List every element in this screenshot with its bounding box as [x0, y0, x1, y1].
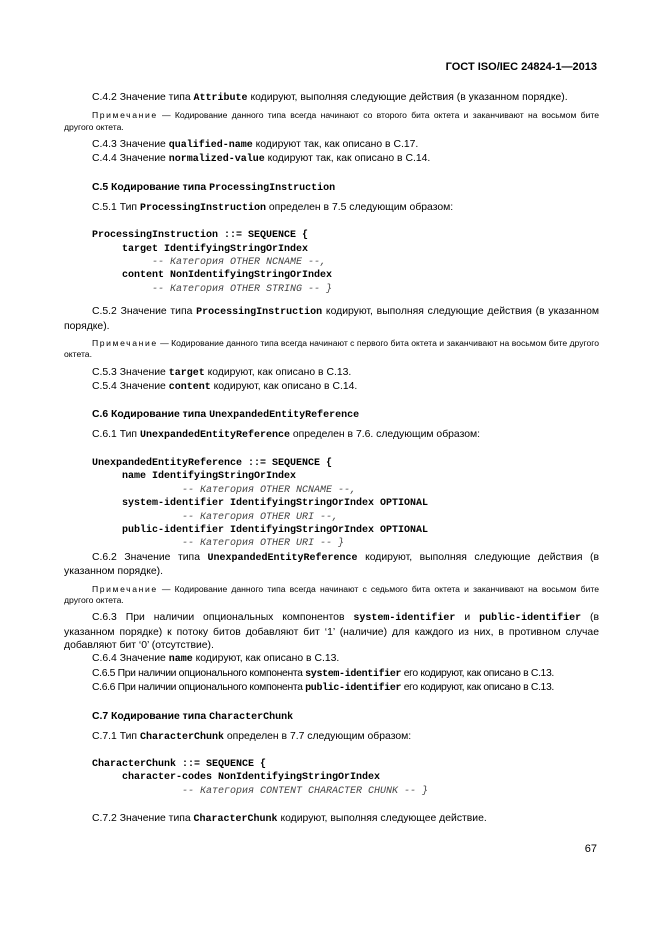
paragraph-c6-6: С.6.6 При наличии опционального компонента public-identifier его кодируют, как описано в С.13. [92, 682, 554, 695]
paragraph-c4-4: С.4.4 Значение normalized-value кодируют так, как описано в С.14. [92, 153, 431, 166]
section-heading-c6: С.6 Кодирование типа UnexpandedEntityReference [92, 409, 360, 422]
code-term: system-identifier [305, 668, 402, 680]
code-term: target [168, 367, 205, 379]
paragraph-c6-1: С.6.1 Тип UnexpandedEntityReference определен в 7.6. следующим образом: [92, 429, 481, 442]
section-heading-c7: С.7 Кодирование типа CharacterChunk [92, 710, 294, 723]
code-term: system-identifier [353, 613, 456, 625]
code-term: UnexpandedEntityReference [139, 430, 290, 442]
paragraph-c5-1: С.5.1 Тип ProcessingInstruction определен в 7.5 следующим образом: [92, 201, 454, 214]
paragraph-c6-4: С.6.4 Значение name кодируют, как описано в С.13. [92, 653, 340, 666]
code-term: CharacterChunk [139, 731, 224, 743]
note-label: Примечание [92, 583, 158, 594]
paragraph-c6-2: С.6.2 Значение типа UnexpandedEntityReference кодируют, выполняя следующие действия (в указанном порядке). [64, 551, 599, 578]
paragraph-c4-2: С.4.2 Значение типа Attribute кодируют, выполняя следующие действия (в указанном порядке). [92, 92, 568, 104]
code-block-character-chunk: CharacterChunk ::= SEQUENCE { character-codes NonIdentifyingStringOrIndex -- Категория CONTENT CHARACTER CHUNK -- } [92, 758, 429, 797]
paragraph-c6-5: С.6.5 При наличии опционального компонента system-identifier его кодируют, как описано в С.13. [92, 667, 554, 680]
code-term: Attribute [193, 93, 248, 104]
paragraph-c7-2: С.7.2 Значение типа CharacterChunk кодируют, выполняя следующее действие. [92, 813, 487, 826]
standard-header: ГОСТ ISO/IEC 24824-1—2013 [445, 61, 597, 73]
note-c6: Примечание — Кодирование данного типа всегда начинают с седьмого бита октета и заканчивают на восьмом бите другого октета. [64, 583, 599, 605]
page-content [64, 91, 599, 827]
paragraph-c5-2: С.5.2 Значение типа ProcessingInstruction кодируют, выполняя следующие действия (в указанном порядке). [64, 306, 599, 332]
paragraph-c4-3: С.4.3 Значение qualified-name кодируют так, как описано в С.17. [92, 139, 419, 151]
note-label: Примечание [92, 110, 158, 121]
paragraph-c5-4: С.5.4 Значение content кодируют, как описано в С.14. [92, 381, 358, 394]
code-block-unexpanded-entity-reference: UnexpandedEntityReference ::= SEQUENCE { name IdentifyingStringOrIndex -- Категория OTHER NCNAME --, system-identifier IdentifyingStringOrIndex OPTIONAL -- Категория OTHER URI --, public-identifier IdentifyingStringOrIndex OPTIONAL -- Категория OTHER URI -- } [92, 457, 429, 550]
code-term: ProcessingInstruction [139, 202, 266, 214]
code-term: public-identifier [305, 683, 402, 695]
code-term: ProcessingInstruction [196, 307, 323, 319]
paragraph-c7-1: С.7.1 Тип CharacterChunk определен в 7.7 следующим образом: [92, 730, 412, 743]
paragraph-c6-3: С.6.3 При наличии опциональных компонентов system-identifier и public-identifier (в указанном порядке) к потоку битов добавляют бит ‘1’ (наличие) для каждого из них, в противном случае добавляют бит ‘0’ (отсутствие). [64, 612, 600, 651]
code-term: name [168, 654, 193, 666]
paragraph-c5-3: С.5.3 Значение target кодируют, как описано в С.13. [92, 366, 352, 379]
page-number: 67 [584, 843, 597, 855]
note-c4: Примечание — Кодирование данного типа всегда начинают со второго бита октета и заканчивают на восьмом бите другого октета. [64, 110, 599, 132]
code-term: normalized-value [168, 154, 265, 166]
code-block-processing-instruction: ProcessingInstruction ::= SEQUENCE { target IdentifyingStringOrIndex -- Категория OTHER NCNAME --, content NonIdentifyingStringOrIndex -- Категория OTHER STRING -- } [92, 230, 333, 295]
code-term: content [168, 382, 211, 394]
section-heading-c5: С.5 Кодирование типа ProcessingInstruction [92, 181, 336, 194]
note-c5: Примечание — Кодирование данного типа всегда начинают с первого бита октета и заканчивают на восьмом бите другого октета. [64, 338, 599, 360]
code-term: CharacterChunk [193, 814, 278, 826]
code-term: UnexpandedEntityReference [207, 552, 358, 564]
note-label: Примечание [92, 338, 158, 349]
code-term: qualified-name [168, 140, 253, 151]
code-term: public-identifier [479, 613, 582, 625]
